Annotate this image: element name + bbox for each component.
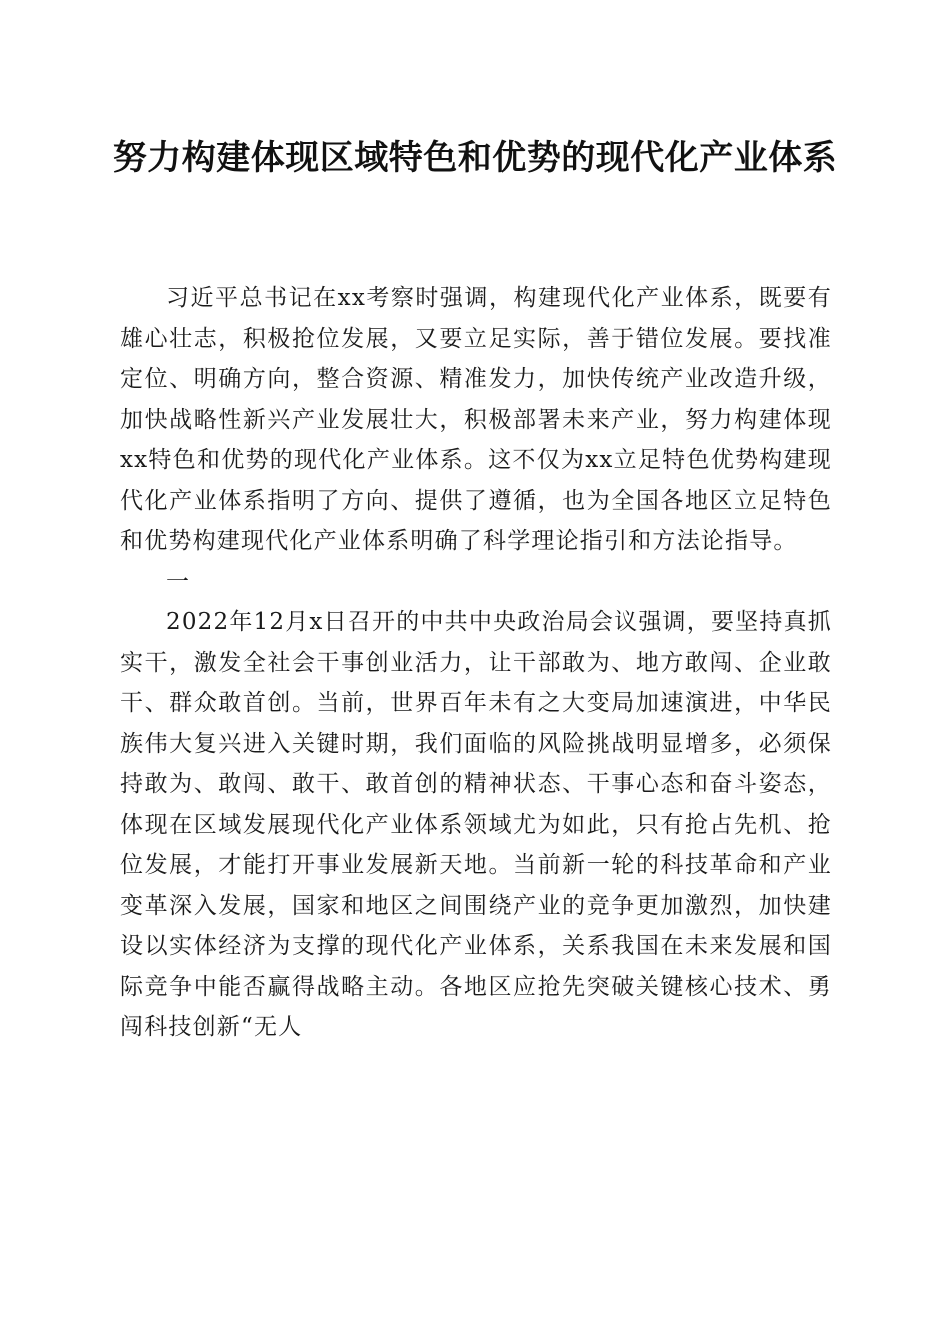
document-body	[120, 278, 832, 1048]
intro-paragraph: 习近平总书记在xx考察时强调，构建现代化产业体系，既要有雄心壮志，积极抢位发展，又要立足实际，善于错位发展。要找准定位、明确方向，整合资源、精准发力，加快传统产业改造升级，加快战略性新兴产业发展壮大，积极部署未来产业，努力构建体现xx特色和优势的现代化产业体系。这不仅为xx立足特色优势构建现代化产业体系指明了方向、提供了遵循，也为全国各地区立足特色和优势构建现代化产业体系明确了科学理论指引和方法论指导。	[120, 285, 832, 554]
section-paragraph: 2022年12月x日召开的中共中央政治局会议强调，要坚持真抓实干，激发全社会干事创业活力，让干部敢为、地方敢闯、企业敢干、群众敢首创。当前，世界百年未有之大变局加速演进，中华民族伟大复兴进入关键时期，我们面临的风险挑战明显增多，必须保持敢为、敢闯、敢干、敢首创的精神状态、干事心态和奋斗姿态，体现在区域发展现代化产业体系领域尤为如此，只有抢占先机、抢位发展，才能打开事业发展新天地。当前新一轮的科技革命和产业变革深入发展，国家和地区之间围绕产业的竞争更加激烈，加快建设以实体经济为支撑的现代化产业体系，关系我国在未来发展和国际竞争中能否赢得战略主动。各地区应抢先突破关键核心技术、勇闯科技创新“无人	[120, 609, 832, 1040]
document-title: 努力构建体现区域特色和优势的现代化产业体系	[112, 138, 838, 178]
section-number: 一	[166, 568, 191, 595]
